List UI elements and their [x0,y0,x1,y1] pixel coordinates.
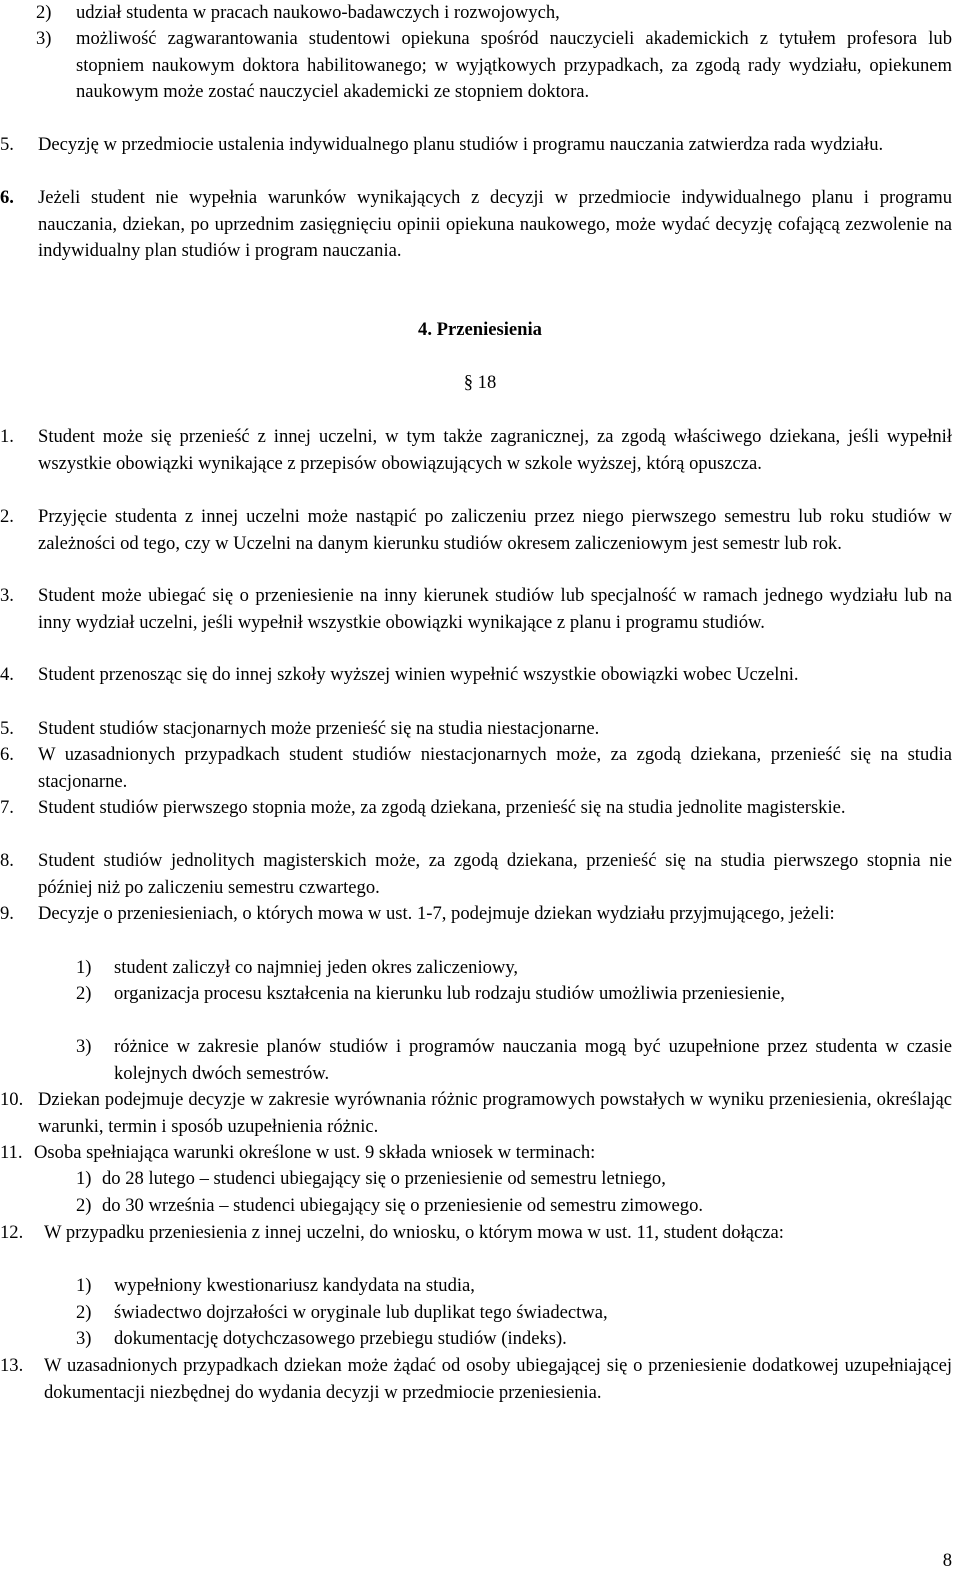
item-number: 8. [0,850,14,871]
item-text: Student studiów jednolitych magisterskich może, za zgodą dziekana, przenieść się na studia pierwszego stopnia nie później niż po zaliczeniu semestru czwartego. [38,850,952,898]
paragraph-number: § 18 [463,372,497,393]
item-number: 13. [0,1355,24,1376]
list-item [0,424,952,477]
item-number: 9. [0,903,14,924]
list-item [0,662,952,689]
item-number: 10. [0,1089,24,1110]
item-number: 6. [0,744,14,765]
item-text: W przypadku przeniesienia z innej uczelni, do wniosku, o którym mowa w ust. 11, student dołącza: [44,1222,784,1243]
list-item [0,848,952,901]
sub-item-number: 1) [76,1275,92,1296]
sub-item-text: student zaliczył co najmniej jeden okres zaliczeniowy, [114,957,519,978]
sub-item-text: świadectwo dojrzałości w oryginale lub duplikat tego świadectwa, [114,1302,608,1323]
sub-item-text: dokumentację dotychczasowego przebiegu studiów (indeks). [114,1328,567,1349]
item-number: 7. [0,797,14,818]
sub-item-text: organizacja procesu kształcenia na kierunku lub rodzaju studiów umożliwia przeniesienie, [114,983,785,1004]
item-text: W uzasadnionych przypadkach dziekan może żądać od osoby ubiegającej się o przeniesienie dodatkowej uzupełniającej dokumentacji niezbędnej do wydania decyzji w przedmiocie przeniesienia. [44,1355,952,1403]
item-number: 11. [0,1142,23,1163]
sub-list-item [76,1034,952,1087]
list-item [0,716,952,743]
list-item [0,901,952,928]
item-number: 2. [0,506,14,527]
list-item [0,185,952,265]
list-item [0,504,952,557]
item-number: 2) [36,2,52,23]
item-number: 3. [0,585,14,606]
sub-item-number: 2) [76,1195,92,1216]
list-item [0,742,952,795]
sub-item-number: 1) [76,957,92,978]
item-number: 3) [36,28,52,49]
item-number: 12. [0,1222,24,1243]
page-number: 8 [942,1550,952,1571]
list-item [36,0,952,27]
sub-item-number: 1) [76,1168,92,1189]
sub-list-item [76,955,952,982]
sub-item-text: wypełniony kwestionariusz kandydata na studia, [114,1275,475,1296]
item-text: Przyjęcie studenta z innej uczelni może nastąpić po zaliczeniu przez niego pierwszego semestru lub roku studiów w zależności od tego, czy w Uczelni na danym kierunku studiów okresem zaliczeniowym jest semestr lub rok. [38,506,952,554]
sub-item-text: różnice w zakresie planów studiów i programów nauczania mogą być uzupełnione przez studenta w czasie kolejnych dwóch semestrów. [114,1036,952,1084]
list-item [0,1220,952,1247]
item-text: W uzasadnionych przypadkach student studiów niestacjonarnych może, za zgodą dziekana, przenieść się na studia stacjonarne. [38,744,952,792]
list-item [0,795,952,822]
item-number: 6. [0,187,14,208]
list-item [0,1140,952,1167]
list-item [0,1087,952,1140]
item-number: 4. [0,664,14,685]
item-number: 5. [0,134,14,155]
item-text: udział studenta w pracach naukowo-badawczych i rozwojowych, [76,2,560,23]
item-number: 5. [0,718,14,739]
item-number: 1. [0,426,14,447]
list-item [0,1353,952,1406]
sub-item-text: do 30 września – studenci ubiegający się o przeniesienie od semestru zimowego. [102,1195,704,1216]
sub-list-item [76,981,952,1008]
item-text: Decyzje o przeniesieniach, o których mowa w ust. 1-7, podejmuje dziekan wydziału przyjmującego, jeżeli: [38,903,835,924]
sub-list-item [76,1273,952,1300]
item-text: możliwość zagwarantowania studentowi opiekuna spośród nauczycieli akademickich z tytułem profesora lub stopniem naukowym doktora habilitowanego; w wyjątkowych przypadkach, za zgodą rady wydziału, opiekunem naukowym może zostać nauczyciel akademicki ze stopniem doktora. [76,28,952,102]
sub-item-number: 2) [76,983,92,1004]
item-text: Student może ubiegać się o przeniesienie na inny kierunek studiów lub specjalność w ramach jednego wydziału lub na inny wydział uczelni, jeśli wypełnił wszystkie obowiązki wynikające z planu i programu studiów. [38,585,952,633]
sub-list-item [76,1300,952,1327]
item-text: Jeżeli student nie wypełnia warunków wynikających z decyzji w przedmiocie indywidualnego planu i programu nauczania, dziekan, po uprzednim zasięgnięciu opinii opiekuna naukowego, może wydać decyzję cofającą zezwolenie na indywidualny plan studiów i program nauczania. [38,187,952,261]
item-text: Decyzję w przedmiocie ustalenia indywidualnego planu studiów i programu nauczania zatwierdza rada wydziału. [38,134,884,155]
item-text: Student przenosząc się do innej szkoły wyższej winien wypełnić wszystkie obowiązki wobec Uczelni. [38,664,799,685]
list-item [36,26,952,106]
item-text: Student może się przenieść z innej uczelni, w tym także zagranicznej, za zgodą właściwego dziekana, jeśli wypełnił wszystkie obowiązki wynikające z przepisów obowiązujących w szkole wyższej, którą opuszcza. [38,426,952,474]
sub-item-text: do 28 lutego – studenci ubiegający się o przeniesienie od semestru letniego, [102,1168,666,1189]
section-title: 4. Przeniesienia [418,319,542,340]
item-text: Student studiów stacjonarnych może przenieść się na studia niestacjonarne. [38,718,600,739]
item-text: Student studiów pierwszego stopnia może, za zgodą dziekana, przenieść się na studia jednolite magisterskie. [38,797,846,818]
sub-item-number: 2) [76,1302,92,1323]
sub-item-number: 3) [76,1036,92,1057]
item-text: Dziekan podejmuje decyzje w zakresie wyrównania różnic programowych powstałych w wyniku przeniesienia, określając warunki, termin i sposób uzupełnienia różnic. [38,1089,952,1137]
list-item [0,132,952,159]
sub-list-item [76,1166,952,1193]
sub-list-item [76,1193,952,1220]
sub-list-item [76,1326,952,1353]
sub-item-number: 3) [76,1328,92,1349]
list-item [0,583,952,636]
item-text: Osoba spełniająca warunki określone w ust. 9 składa wniosek w terminach: [34,1142,596,1163]
